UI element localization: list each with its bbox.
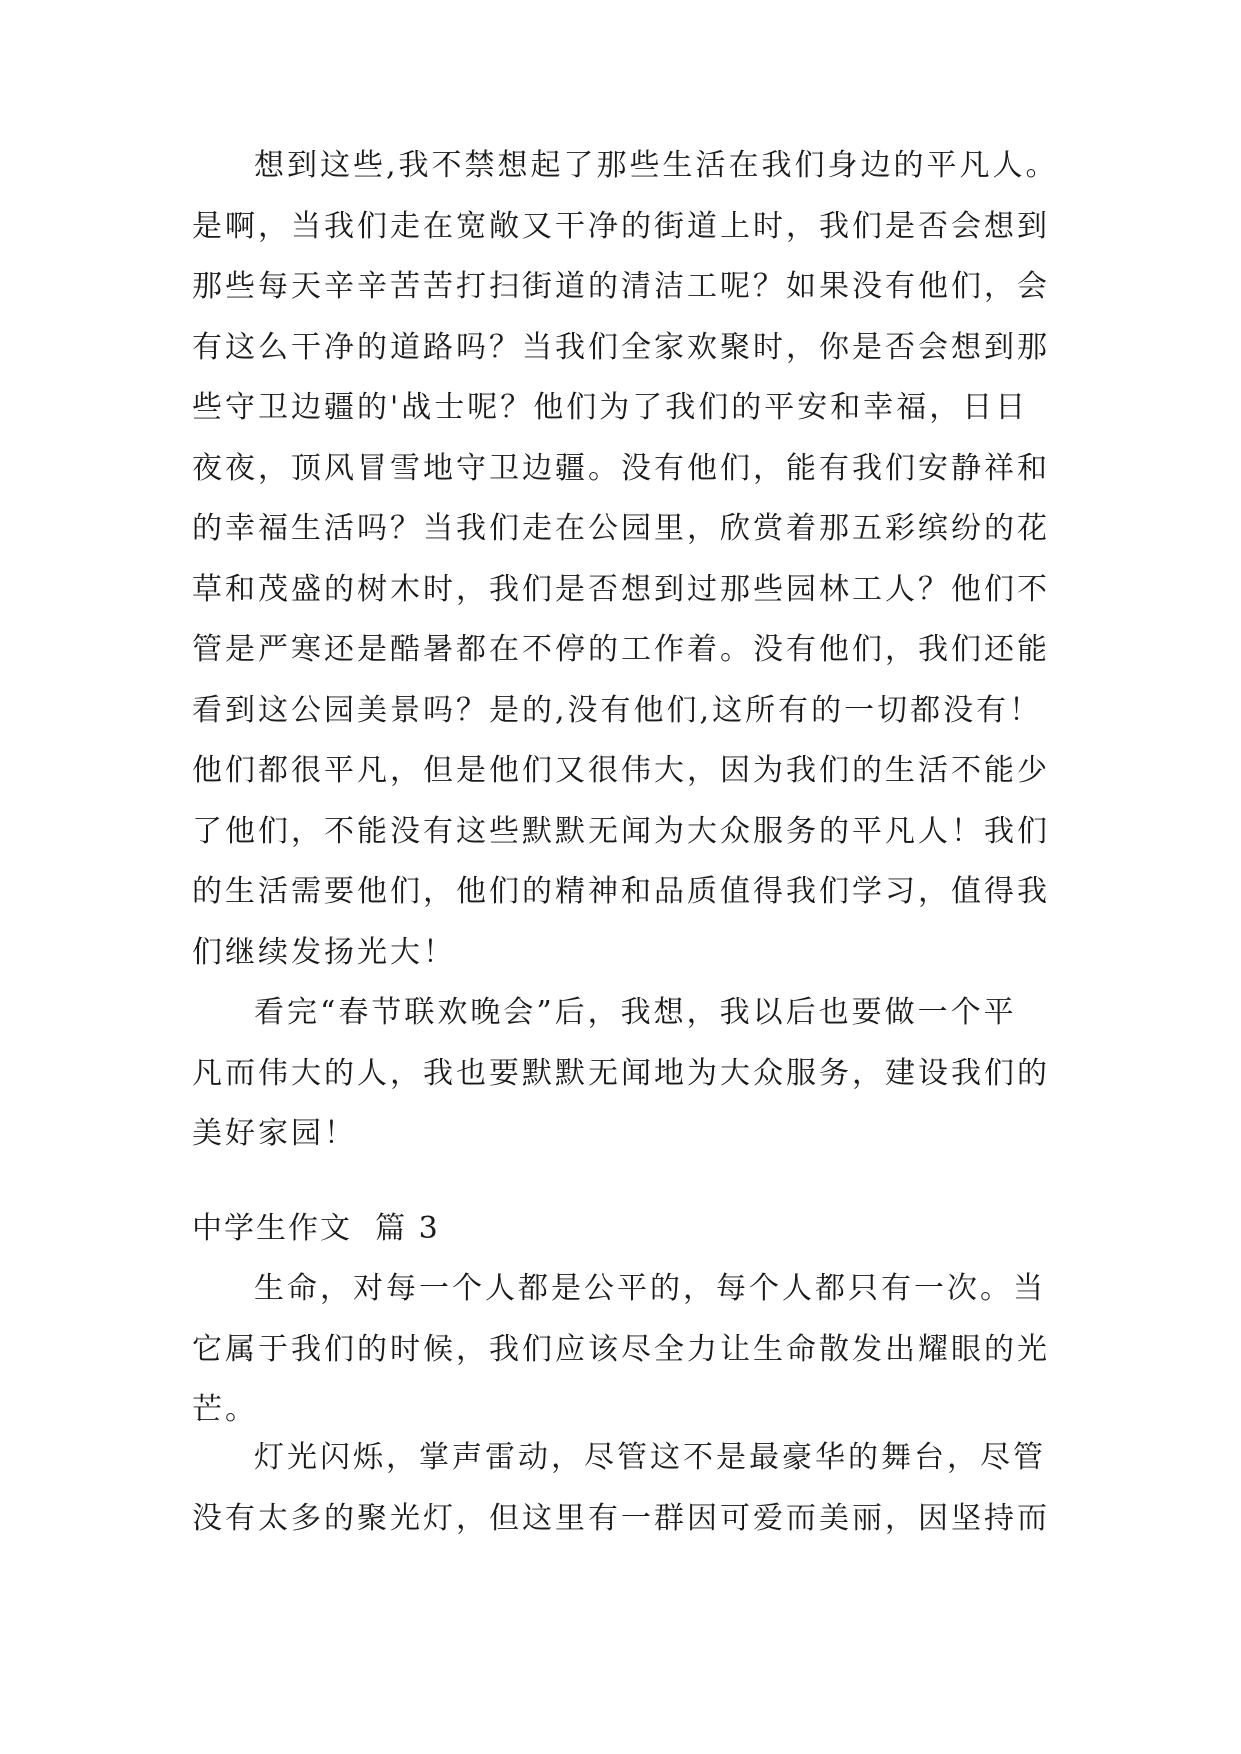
text-line: 看完“春节联欢晚会”后，我想，我以后也要做一个平 bbox=[254, 995, 1017, 1030]
text-line: 管是严寒还是酷暑都在不停的工作着。没有他们，我们还能 bbox=[192, 632, 1050, 667]
text-line: 草和茂盛的树木时，我们是否想到过那些园林工人？他们不 bbox=[192, 571, 1050, 607]
text-line: 有这么干净的道路吗？当我们全家欢聚时，你是否会想到那 bbox=[192, 329, 1050, 365]
text-line: 他们都很平凡，但是他们又很伟大，因为我们的生活不能少 bbox=[192, 753, 1050, 788]
paragraph-after-gala bbox=[192, 983, 1072, 1165]
text-line: 芒。 bbox=[192, 1392, 258, 1427]
text-line: 的生活需要他们，他们的精神和品质值得我们学习，值得我 bbox=[192, 874, 1050, 909]
text-line: 没有太多的聚光灯，但这里有一群因可爱而美丽，因坚持而 bbox=[192, 1500, 1050, 1536]
text-line: 夜夜，顶风冒雪地守卫边疆。没有他们，能有我们安静祥和 bbox=[192, 450, 1050, 486]
text-line: 灯光闪烁，掌声雷动，尽管这不是最豪华的舞台，尽管 bbox=[254, 1440, 1046, 1475]
paragraph-ordinary-people bbox=[192, 136, 1072, 983]
text-line: 美好家园！ bbox=[192, 1116, 357, 1151]
text-line: 们继续发扬光大！ bbox=[192, 934, 456, 970]
text-line: 它属于我们的时候，我们应该尽全力让生命散发出耀眼的光 bbox=[192, 1331, 1050, 1367]
text-line: 了他们，不能没有这些默默无闻为大众服务的平凡人！我们 bbox=[192, 813, 1050, 849]
text-line: 想到这些,我不禁想起了那些生活在我们身边的平凡人。 bbox=[254, 148, 1059, 183]
paragraph-life bbox=[192, 1259, 1072, 1441]
text-line: 那些每天辛辛苦苦打扫街道的清洁工呢？如果没有他们，会 bbox=[192, 269, 1050, 304]
text-line: 的幸福生活吗？当我们走在公园里，欣赏着那五彩缤纷的花 bbox=[192, 511, 1050, 546]
text-line: 些守卫边疆的'战士呢？他们为了我们的平安和幸福，日日 bbox=[192, 390, 1029, 425]
text-line: 生命，对每一个人都是公平的，每个人都只有一次。当 bbox=[254, 1271, 1046, 1306]
text-line: 看到这公园美景吗？是的,没有他们,这所有的一切都没有！ bbox=[192, 692, 1043, 728]
paragraph-stage bbox=[192, 1428, 1072, 1549]
text-line: 凡而伟大的人，我也要默默无闻地为大众服务，建设我们的 bbox=[192, 1055, 1050, 1091]
text-line: 是啊，当我们走在宽敞又干净的街道上时，我们是否会想到 bbox=[192, 208, 1050, 244]
section-heading: 中学生作文 篇 3 bbox=[192, 1211, 440, 1246]
